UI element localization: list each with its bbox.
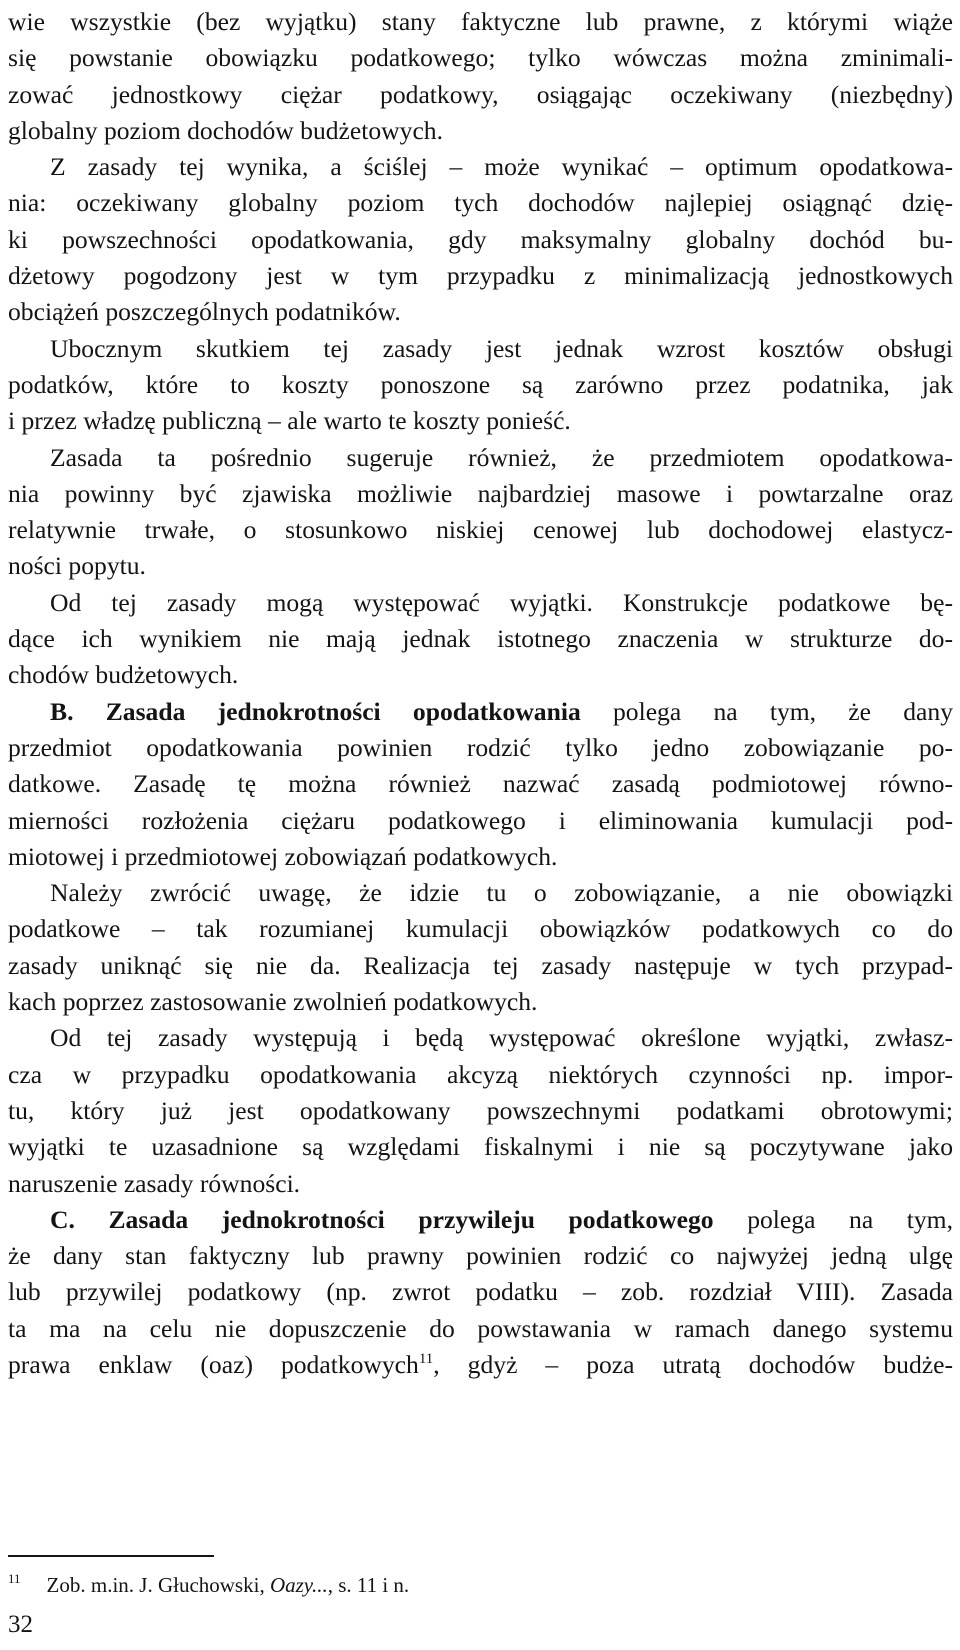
text-line: mierności rozłożenia ciężaru podatkowego i eliminowania kumulacji pod- [8, 805, 953, 835]
text-line: dżetowy pogodzony jest w tym przypadku z minimalizacją jednostkowych [8, 261, 953, 291]
text-line: Od tej zasady występują i będą występować określone wyjątki, zwłasz- [50, 1023, 953, 1053]
text-line: naruszenie zasady równości. [8, 1168, 301, 1198]
text-line: zować jednostkowy ciężar podatkowy, osiągając oczekiwany (niezbędny) [8, 79, 953, 109]
text-line: nia powinny być zjawiska możliwie najbardziej masowe i powtarzalne oraz [8, 478, 953, 508]
text-line: ta ma na celu nie dopuszczenie do powstawania w ramach danego systemu [8, 1313, 953, 1343]
text-line: Z zasady tej wynika, a ściślej – może wynikać – optimum opodatkowa- [50, 152, 953, 182]
text-line: zasady uniknąć się nie da. Realizacja tej zasady następuje w tych przypad- [8, 950, 953, 980]
text-line: globalny poziom dochodów budżetowych. [8, 115, 444, 145]
footnote-text: Zob. m.in. J. Głuchowski, [46, 1573, 270, 1597]
text-line: i przez władzę publiczną – ale warto te koszty ponieść. [8, 406, 571, 436]
text-line: miotowej i przedmiotowej zobowiązań podatkowych. [8, 841, 558, 871]
text-line: przedmiot opodatkowania powinien rodzić tylko jedno zobowiązanie po- [8, 732, 953, 762]
text-line: nia: oczekiwany globalny poziom tych dochodów najlepiej osiągnąć dzię- [8, 188, 953, 218]
footnote-italic-title: Oazy... [269, 1573, 328, 1597]
footnote-separator [8, 1555, 214, 1557]
text-run: polega na tym, [713, 1204, 953, 1234]
section-c-heading-line [8, 1202, 953, 1238]
footnote-text: , s. 11 i n. [327, 1573, 410, 1597]
text-run: prawa enklaw (oaz) podatkowych [8, 1349, 419, 1379]
text-run: polega na tym, że dany [580, 696, 953, 726]
text-line: podatków, które to koszty ponoszone są zarówno przez podatnika, jak [8, 369, 953, 399]
body-text [8, 4, 953, 1383]
text-line: Ubocznym skutkiem tej zasady jest jednak wzrost kosztów obsługi [50, 333, 953, 363]
text-line: wie wszystkie (bez wyjątku) stany faktyczne lub prawne, z którymi wiąże [8, 7, 953, 36]
text-line: ności popytu. [8, 551, 146, 581]
text-line: że dany stan faktyczny lub prawny powinien rodzić co najwyżej jedną ulgę [8, 1241, 953, 1271]
text-line: Zasada ta pośrednio sugeruje również, że przedmiotem opodatkowa- [50, 442, 953, 472]
text-line: tu, który już jest opodatkowany powszechnymi podatkami obrotowymi; [8, 1095, 953, 1125]
section-b-heading-line [8, 694, 953, 730]
text-line: relatywnie trwałe, o stosunkowo niskiej cenowej lub dochodowej elastycz- [8, 515, 953, 545]
text-line: cza w przypadku opodatkowania akcyzą niektórych czynności np. impor- [8, 1059, 953, 1089]
text-line: datkowe. Zasadę tę można również nazwać zasadą podmiotowej równo- [8, 769, 953, 799]
text-run: , gdyż – poza utratą dochodów budże- [433, 1349, 953, 1379]
text-line: chodów budżetowych. [8, 660, 239, 690]
footnote-ref-line [8, 1347, 953, 1383]
text-line: się powstanie obowiązku podatkowego; tylko wówczas można zminimali- [8, 43, 953, 73]
section-c-label: C. [50, 1204, 75, 1234]
text-line: podatkowe – tak rozumianej kumulacji obowiązków podatkowych co do [8, 914, 953, 944]
text-line: lub przywilej podatkowy (np. zwrot podatku – zob. rozdział VIII). Zasada [8, 1277, 953, 1307]
text-line: obciążeń poszczególnych podatników. [8, 297, 401, 327]
page-number: 32 [8, 1611, 33, 1638]
text-line: ki powszechności opodatkowania, gdy maksymalny globalny dochód bu- [8, 224, 953, 254]
text-line: wyjątki te uzasadnione są względami fiskalnymi i nie są poczytywane jako [8, 1132, 953, 1162]
footnote-number: 11 [8, 1571, 21, 1586]
section-b-title: Zasada jednokrotności opodatkowania [73, 696, 581, 726]
text-line: dące ich wynikiem nie mają jednak istotnego znaczenia w strukturze do- [8, 624, 953, 654]
section-b-label: B. [50, 696, 74, 726]
footnote-ref-mark[interactable]: 11 [418, 1350, 434, 1367]
text-line: Należy zwrócić uwagę, że idzie tu o zobowiązanie, a nie obowiązki [50, 878, 953, 908]
text-line: Od tej zasady mogą występować wyjątki. Konstrukcje podatkowe bę- [50, 587, 953, 617]
section-c-title: Zasada jednokrotności przywileju podatkowego [74, 1204, 714, 1234]
footnote [8, 1565, 908, 1599]
text-line: kach poprzez zastosowanie zwolnień podatkowych. [8, 987, 538, 1017]
